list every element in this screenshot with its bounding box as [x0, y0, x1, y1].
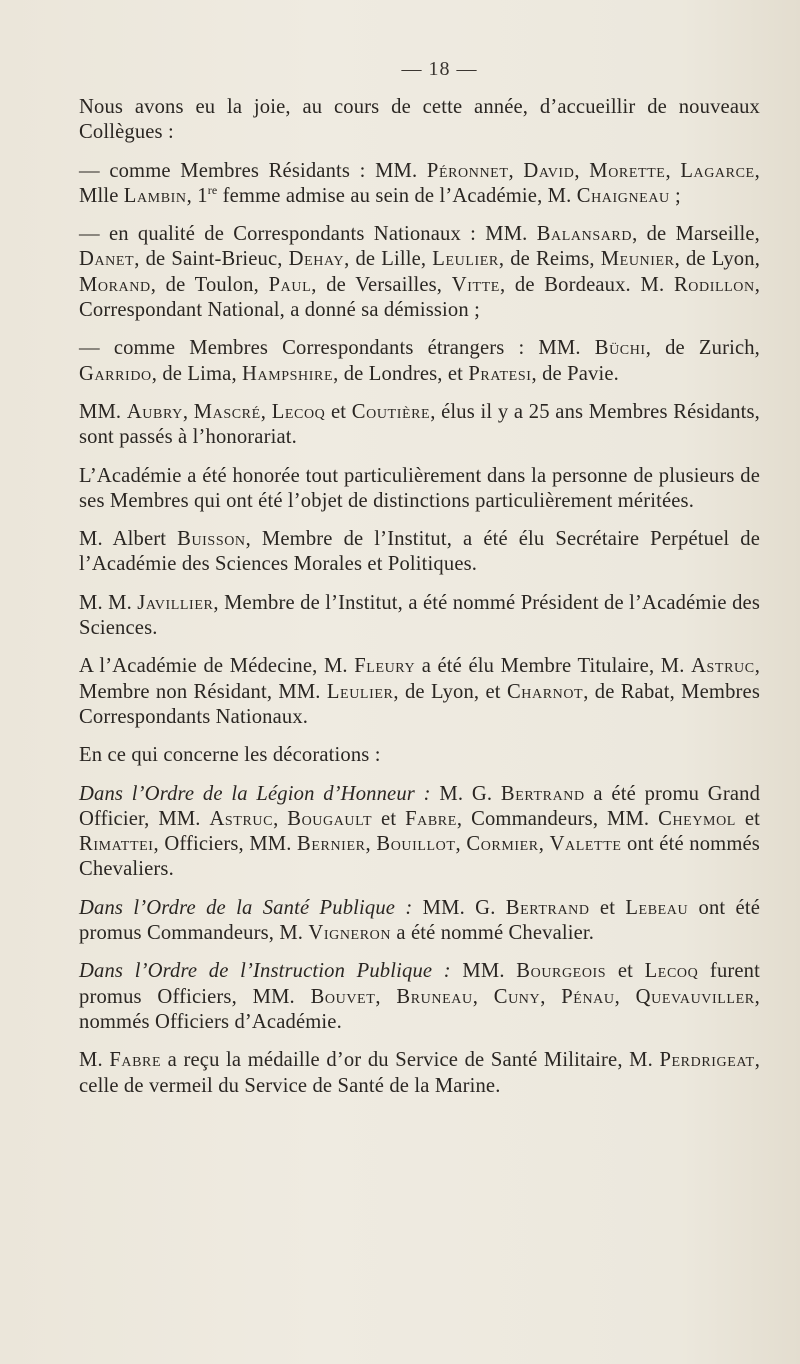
person-name: Bertrand: [505, 896, 590, 919]
text-run: M. G.: [430, 782, 501, 805]
text-run: a reçu la médaille d’or du Service de Santé Militaire, M.: [161, 1049, 660, 1072]
person-name: Dehay: [288, 248, 345, 271]
text-run: — en qualité de Correspondants Nationaux : MM.: [79, 223, 537, 246]
text-run: ,: [260, 400, 272, 423]
text-run: , Membre de l’Institut, a été élu Secrétaire Perpétuel de l’Académie des Sciences Morales et Politiques.: [79, 528, 761, 576]
person-name: Coutière: [351, 400, 431, 423]
text-run: femme admise au sein de l’Académie, M.: [217, 184, 577, 207]
person-name: Bougault: [287, 807, 373, 830]
text-run: , de Rabat, Membres Correspondants Nationaux.: [79, 680, 760, 728]
person-name: Bernier: [297, 833, 366, 856]
text-run: ,: [182, 400, 194, 423]
paragraph: [79, 896, 760, 947]
person-name: Javillier: [137, 591, 214, 614]
person-name: Leulier: [432, 248, 499, 271]
text-run: , Officiers, MM.: [153, 833, 298, 856]
text-run: , Correspondant National, a donné sa démission ;: [79, 273, 760, 322]
text-run: M. M.: [79, 591, 138, 614]
person-name: Lebeau: [625, 896, 689, 919]
text-run: , élus il y a 25 ans Membres Résidants, sont passés à l’honorariat.: [79, 400, 760, 449]
text-run: , 1: [186, 184, 208, 207]
person-name: Bruneau: [396, 985, 473, 1008]
person-name: Bouillot: [376, 833, 456, 856]
text-run: ,: [614, 985, 636, 1008]
person-name: Péronnet: [426, 159, 509, 182]
paragraph: [79, 591, 760, 642]
text-run: — comme Membres Correspondants étrangers : MM.: [79, 337, 595, 360]
text-run: , de Lyon, et: [393, 680, 507, 703]
text-run: , de Zurich,: [645, 337, 760, 360]
text-run: , de Lyon,: [674, 248, 760, 271]
text-run: MM.: [79, 400, 127, 423]
superscript: re: [207, 183, 218, 198]
person-name: Pratesi: [468, 362, 532, 385]
text-run: , celle de vermeil du Service de Santé de la Marine.: [79, 1049, 761, 1097]
person-name: Lambin: [123, 184, 187, 207]
text-run: ont été nommés Chevaliers.: [79, 833, 760, 881]
person-name: Vigneron: [308, 922, 392, 945]
person-name: Chaigneau: [576, 184, 670, 207]
person-name: Cormier: [466, 833, 539, 856]
paragraph: [79, 654, 760, 730]
text-run: ,: [540, 985, 562, 1008]
text-run: M.: [79, 1049, 110, 1072]
paragraph: [79, 95, 760, 146]
person-name: Astruc: [691, 655, 755, 678]
text-run: ont été promus Commandeurs, M.: [79, 896, 760, 945]
text-run: ,: [665, 159, 681, 182]
text-run: ,: [455, 833, 467, 856]
text-run: , de Londres, et: [333, 362, 469, 385]
text-run: M. Albert: [79, 528, 178, 551]
person-name: Mascré: [193, 400, 261, 423]
text-run: et: [589, 896, 626, 919]
person-name: Bouvet: [310, 985, 376, 1008]
person-name: Bertrand: [500, 782, 585, 805]
text-run: ,: [574, 159, 590, 182]
text-run: ;: [669, 184, 681, 207]
text-run: ,: [273, 807, 288, 830]
text-run: ,: [365, 833, 377, 856]
text-run: ,: [472, 985, 494, 1008]
person-name: Astruc: [209, 807, 274, 830]
paragraph: [79, 159, 760, 210]
person-name: Pénau: [561, 985, 615, 1008]
text-run: , de Marseille,: [632, 223, 760, 246]
person-name: Garrido: [79, 362, 152, 385]
person-name: Perdrigeat: [659, 1049, 755, 1072]
text-run: et: [606, 960, 645, 983]
text-run: , de Toulon,: [150, 273, 269, 296]
person-name: Balansard: [536, 223, 633, 246]
person-name: Hampshire: [242, 362, 334, 385]
person-name: Rimattei: [79, 833, 154, 856]
text-run: et: [372, 807, 406, 830]
text-run: , Commandeurs, MM.: [456, 807, 659, 830]
person-name: Quevauviller: [635, 985, 755, 1008]
text-run: , de Reims,: [498, 248, 601, 271]
text-run: L’Académie a été honorée tout particulièrement dans la personne de plusieurs de ses Membres qui ont été l’objet de distinctions particulièrement méritées.: [79, 464, 760, 512]
person-name: Valette: [549, 833, 622, 856]
person-name: Danet: [79, 248, 135, 271]
text-run: , Mlle: [79, 159, 760, 207]
text-run: et: [735, 807, 760, 830]
text-run: , Membre non Résidant, MM.: [79, 655, 760, 703]
person-name: Meunier: [600, 248, 675, 271]
paragraph: [79, 782, 760, 883]
italic-heading: Dans l’Ordre de la Santé Publique :: [79, 896, 413, 919]
person-name: Morette: [589, 159, 666, 182]
person-name: Vitte: [451, 273, 500, 296]
text-run: , de Saint-Brieuc,: [134, 248, 289, 271]
text-run: ,: [538, 833, 550, 856]
italic-heading: Dans l’Ordre de la Légion d’Honneur :: [79, 782, 431, 805]
text-run: , de Bordeaux. M.: [499, 273, 674, 296]
person-name: Lagarce: [680, 159, 755, 182]
italic-heading: Dans l’Ordre de l’Instruction Publique :: [79, 960, 451, 983]
text-run: , de Lima,: [151, 362, 243, 385]
paragraph: [79, 400, 760, 451]
text-run: — comme Membres Résidants : MM.: [79, 159, 427, 182]
person-name: Fabre: [109, 1049, 162, 1072]
person-name: Buisson: [177, 528, 246, 551]
text-run: , nommés Officiers d’Académie.: [79, 985, 760, 1033]
person-name: Lecoq: [644, 960, 699, 983]
text-run: MM. G.: [412, 896, 506, 919]
text-run: , Membre de l’Institut, a été nommé Président de l’Académie des Sciences.: [79, 591, 760, 640]
text-run: MM.: [450, 960, 517, 983]
person-name: Bourgeois: [516, 960, 607, 983]
person-name: Aubry: [126, 400, 183, 423]
person-name: Cheymol: [658, 807, 736, 830]
person-name: Rodillon: [673, 273, 755, 296]
text-run: furent promus Officiers, MM.: [79, 960, 761, 1008]
paragraph: [79, 527, 760, 578]
paragraph: [79, 959, 760, 1035]
paragraph: [79, 743, 760, 768]
text-run: a été promu Grand Officier, MM.: [79, 782, 761, 830]
person-name: David: [523, 159, 575, 182]
text-run: Nous avons eu la joie, au cours de cette année, d’accueillir de nouveaux Collègues :: [79, 96, 760, 144]
person-name: Fabre: [405, 807, 457, 830]
person-name: Leulier: [326, 680, 394, 703]
person-name: Paul: [268, 273, 312, 296]
person-name: Büchi: [594, 337, 646, 360]
person-name: Fleury: [354, 655, 416, 678]
person-name: Morand: [79, 273, 151, 296]
text-run: et: [325, 400, 352, 423]
page-number: — 18 —: [401, 58, 478, 80]
paragraph: [79, 1048, 760, 1099]
person-name: Cuny: [493, 985, 541, 1008]
text-run: En ce qui concerne les décorations :: [79, 744, 381, 767]
paragraph: [79, 336, 760, 387]
person-name: Charnot: [506, 680, 584, 703]
text-run: a été élu Membre Titulaire, M.: [415, 655, 692, 678]
text-run: ,: [508, 159, 524, 182]
text-run: A l’Académie de Médecine, M.: [79, 655, 355, 678]
paragraph: [79, 464, 760, 515]
text-run: , de Lille,: [344, 248, 433, 271]
text-run: a été nommé Chevalier.: [391, 922, 595, 945]
person-name: Lecoq: [271, 400, 326, 423]
text-run: , de Pavie.: [531, 362, 619, 385]
text-run: , de Versailles,: [311, 273, 452, 296]
text-run: ,: [375, 985, 397, 1008]
paragraph: [79, 222, 760, 323]
